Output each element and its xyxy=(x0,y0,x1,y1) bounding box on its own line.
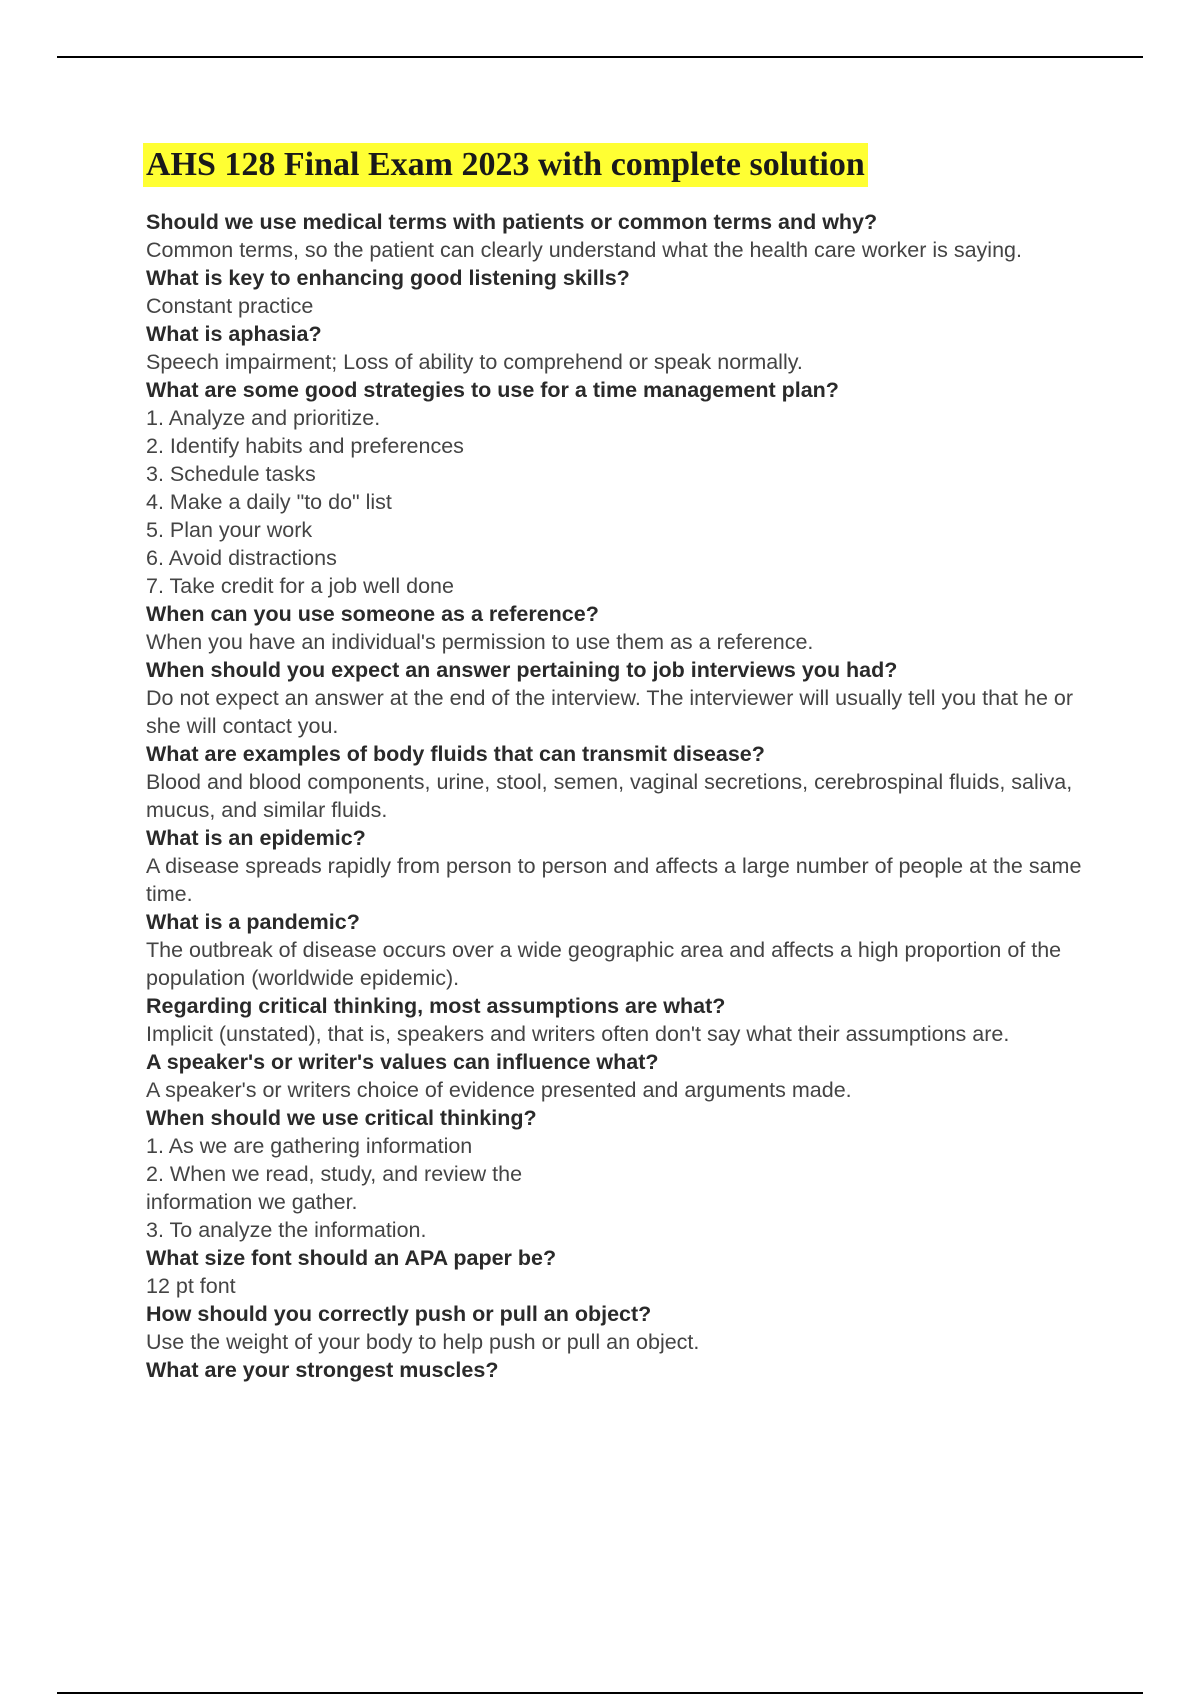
answer-line: A speaker's or writers choice of evidence presented and arguments made. xyxy=(146,1078,852,1102)
answer-line: Implicit (unstated), that is, speakers and writers often don't say what their assumptions are. xyxy=(146,1022,1010,1046)
document-title: AHS 128 Final Exam 2023 with complete solution xyxy=(143,143,868,187)
qa-item xyxy=(146,992,1106,1048)
bottom-rule xyxy=(57,1692,1143,1694)
answer xyxy=(146,852,1106,908)
qa-item xyxy=(146,600,1106,656)
qa-item xyxy=(146,264,1106,320)
question: Should we use medical terms with patients or common terms and why? xyxy=(146,210,878,234)
qa-item xyxy=(146,740,1106,824)
question: When should we use critical thinking? xyxy=(146,1106,537,1130)
answer-line: Constant practice xyxy=(146,294,314,318)
answer-line: Blood and blood components, urine, stool, semen, vaginal secretions, cerebrospinal fluids, saliva, mucus, and similar fluids. xyxy=(146,770,1073,822)
qa-item xyxy=(146,1300,1106,1356)
question: What is aphasia? xyxy=(146,322,322,346)
question: What size font should an APA paper be? xyxy=(146,1246,557,1270)
answer-line: 2. When we read, study, and review the xyxy=(146,1162,523,1186)
answer xyxy=(146,1272,1106,1300)
qa-item xyxy=(146,320,1106,376)
qa-item xyxy=(146,908,1106,992)
answer xyxy=(146,628,1106,656)
question: When should you expect an answer pertaining to job interviews you had? xyxy=(146,658,898,682)
answer xyxy=(146,768,1106,824)
qa-item xyxy=(146,1244,1106,1300)
answer-line: 2. Identify habits and preferences xyxy=(146,434,464,458)
answer-line: The outbreak of disease occurs over a wide geographic area and affects a high proportion of the population (worldwide epidemic). xyxy=(146,938,1062,990)
answer-line: 6. Avoid distractions xyxy=(146,546,337,570)
answer-line: information we gather. xyxy=(146,1190,358,1214)
qa-item xyxy=(146,656,1106,740)
question: How should you correctly push or pull an object? xyxy=(146,1302,652,1326)
answer-line: Use the weight of your body to help push or pull an object. xyxy=(146,1330,700,1354)
answer-line: 5. Plan your work xyxy=(146,518,313,542)
answer-line: When you have an individual's permission to use them as a reference. xyxy=(146,630,814,654)
answer xyxy=(146,1132,1106,1244)
question: When can you use someone as a reference? xyxy=(146,602,599,626)
question: A speaker's or writer's values can influence what? xyxy=(146,1050,659,1074)
answer xyxy=(146,684,1106,740)
answer-line: 12 pt font xyxy=(146,1274,236,1298)
answer-line: Do not expect an answer at the end of the interview. The interviewer will usually tell you that he or she will contact you. xyxy=(146,686,1073,738)
qa-item xyxy=(146,208,1106,264)
top-rule xyxy=(57,56,1143,58)
document-body xyxy=(146,143,1106,1384)
answer xyxy=(146,404,1106,600)
question: What are your strongest muscles? xyxy=(146,1358,499,1382)
question: What are examples of body fluids that can transmit disease? xyxy=(146,742,765,766)
qa-item xyxy=(146,1356,1106,1384)
qa-list xyxy=(146,208,1106,1384)
qa-item xyxy=(146,824,1106,908)
answer xyxy=(146,236,1106,264)
qa-item xyxy=(146,376,1106,600)
question: Regarding critical thinking, most assumptions are what? xyxy=(146,994,726,1018)
answer-line: 1. As we are gathering information xyxy=(146,1134,473,1158)
answer xyxy=(146,348,1106,376)
qa-item xyxy=(146,1048,1106,1104)
answer-line: 1. Analyze and prioritize. xyxy=(146,406,381,430)
answer xyxy=(146,1076,1106,1104)
answer-line: 4. Make a daily "to do" list xyxy=(146,490,392,514)
question: What are some good strategies to use for a time management plan? xyxy=(146,378,839,402)
question: What is a pandemic? xyxy=(146,910,360,934)
question: What is key to enhancing good listening skills? xyxy=(146,266,630,290)
answer xyxy=(146,1020,1106,1048)
answer-line: 3. Schedule tasks xyxy=(146,462,316,486)
answer-line: A disease spreads rapidly from person to person and affects a large number of people at the same time. xyxy=(146,854,1082,906)
answer xyxy=(146,1328,1106,1356)
answer-line: 3. To analyze the information. xyxy=(146,1218,427,1242)
answer xyxy=(146,292,1106,320)
answer xyxy=(146,936,1106,992)
answer-line: Speech impairment; Loss of ability to comprehend or speak normally. xyxy=(146,350,803,374)
question: What is an epidemic? xyxy=(146,826,366,850)
qa-item xyxy=(146,1104,1106,1244)
answer-line: 7. Take credit for a job well done xyxy=(146,574,454,598)
answer-line: Common terms, so the patient can clearly understand what the health care worker is saying. xyxy=(146,238,1022,262)
